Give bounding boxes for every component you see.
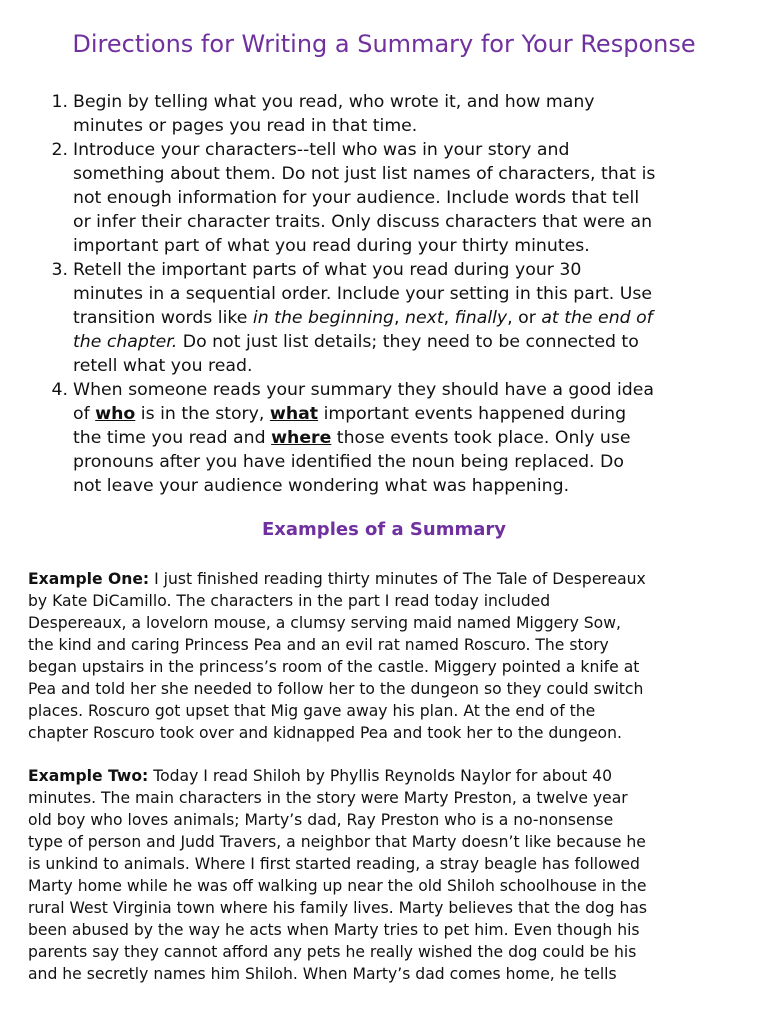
italic-phrase: the chapter. [73,332,178,352]
text-run: I just finished reading thirty minutes of The Tale of Despereaux [149,570,646,588]
example-two-paragraph [28,765,647,985]
text-run: Do not just list details; they need to be connected to [177,332,639,352]
italic-phrase: at the end of [541,308,653,328]
examples-heading: Examples of a Summary [262,519,506,540]
paragraph-line: been abused by the way he acts when Marty tries to pet him. Even though his [28,921,640,939]
item-line [73,330,655,354]
paragraph-line: and he secretly names him Shiloh. When Marty’s dad comes home, he tells [28,965,617,983]
item-line [73,426,655,450]
text-run: transition words like [73,308,253,328]
text-run: Today I read Shiloh by Phyllis Reynolds Naylor for about 40 [148,767,612,785]
example-label: Example Two: [28,767,149,785]
paragraph-line: rural West Virginia town where his family lives. Marty believes that the dog has [28,899,648,917]
italic-phrase: in the beginning [252,308,395,328]
direction-item-3 [44,258,655,378]
paragraph-line: places. Roscuro got upset that Mig gave away his plan. At the end of the [28,702,596,720]
item-number: 1. [51,92,68,112]
emphasis-who: who [95,404,136,424]
paragraph-line: Pea and told her she needed to follow her to the dungeon so they could switch [28,680,644,698]
italic-phrase: next [405,308,444,328]
paragraph-line: is unkind to animals. Where I first started reading, a stray beagle has followed [28,855,640,873]
italic-phrase: finally [454,308,508,328]
paragraph-line: Marty home while he was off walking up near the old Shiloh schoolhouse in the [28,877,647,895]
paragraph-line: began upstairs in the princess’s room of the castle. Miggery pointed a knife at [28,658,640,676]
item-line: Introduce your characters--tell who was in your story and [73,140,570,160]
item-line: minutes in a sequential order. Include your setting in this part. Use [73,284,652,304]
paragraph-line [28,568,646,590]
direction-item-2 [44,138,655,258]
emphasis-what: what [269,404,319,424]
example-one-paragraph [28,568,646,744]
paragraph-line: parents say they cannot afford any pets he really wished the dog could be his [28,943,637,961]
paragraph-line: type of person and Judd Travers, a neighbor that Marty doesn’t like because he [28,833,646,851]
item-line: Retell the important parts of what you read during your 30 [73,260,582,280]
text-run: those events took place. Only use [331,428,631,448]
text-run: the time you read and [73,428,272,448]
item-line: pronouns after you have identified the noun being replaced. Do [73,452,624,472]
text-run: , [394,308,406,328]
page-title: Directions for Writing a Summary for Your Response [72,30,696,58]
direction-item-4 [44,378,655,498]
paragraph-line: Despereaux, a lovelorn mouse, a clumsy serving maid named Miggery Sow, [28,614,621,632]
paragraph-line: the kind and caring Princess Pea and an evil rat named Roscuro. The story [28,636,609,654]
text-run: , or [507,308,542,328]
paragraph-line: minutes. The main characters in the story were Marty Preston, a twelve year [28,789,628,807]
paragraph-line: chapter Roscuro took over and kidnapped Pea and took her to the dungeon. [28,724,622,742]
paragraph-line [28,765,647,787]
paragraph-line: by Kate DiCamillo. The characters in the part I read today included [28,592,551,610]
item-line: something about them. Do not just list names of characters, that is [73,164,656,184]
item-line: Begin by telling what you read, who wrote it, and how many [73,92,595,112]
text-run: of [73,404,96,424]
example-label: Example One: [28,570,150,588]
item-line: retell what you read. [73,356,253,376]
item-line [73,306,655,330]
item-line: important part of what you read during your thirty minutes. [73,236,590,256]
item-number: 3. [51,260,68,280]
item-line [73,402,655,426]
direction-item-1 [44,90,655,138]
item-line: or infer their character traits. Only discuss characters that were an [73,212,653,232]
item-line: not leave your audience wondering what was happening. [73,476,570,496]
paragraph-line: old boy who loves animals; Marty’s dad, Ray Preston who is a no-nonsense [28,811,614,829]
item-line: When someone reads your summary they should have a good idea [73,380,654,400]
item-line: not enough information for your audience. Include words that tell [73,188,640,208]
text-run: is in the story, [135,404,270,424]
item-number: 4. [51,380,68,400]
emphasis-where: where [271,428,332,448]
text-run: , [443,308,455,328]
directions-list [44,90,655,498]
item-number: 2. [51,140,68,160]
text-run: important events happened during [318,404,627,424]
item-line: minutes or pages you read in that time. [73,116,418,136]
